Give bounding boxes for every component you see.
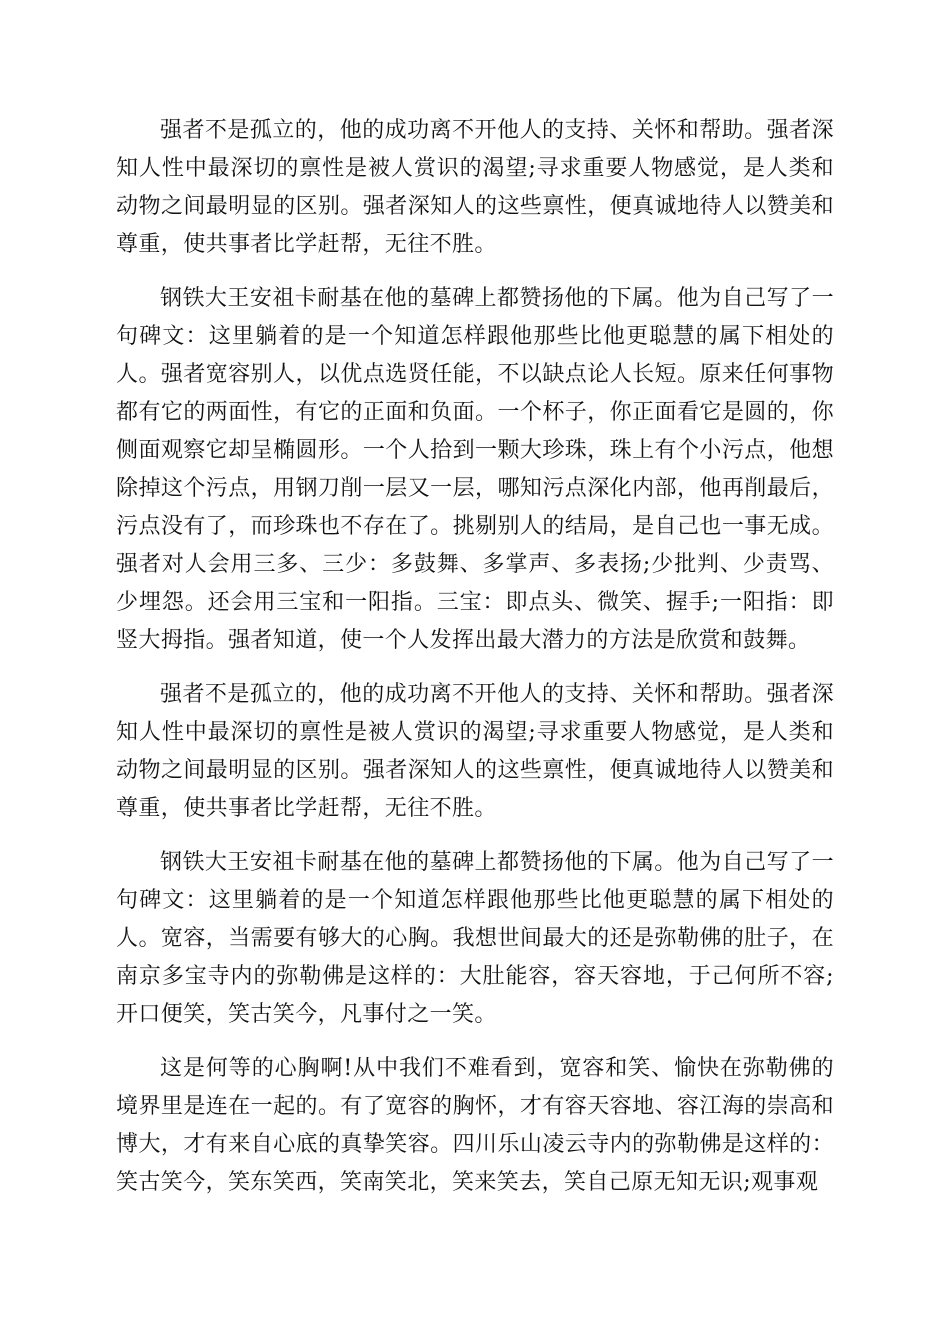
paragraph-5: 这是何等的心胸啊!从中我们不难看到，宽容和笑、愉快在弥勒佛的境界里是连在一起的。有了宽容的胸怀，才有容天容地、容江海的崇高和博大，才有来自心底的真挚笑容。四川乐山凌云寺内的弥勒佛是这样的：笑古笑今，笑东笑西，笑南笑北，笑来笑去，笑自己原无知无识;观事观 xyxy=(116,1056,834,1195)
paragraph-1: 强者不是孤立的，他的成功离不开他人的支持、关怀和帮助。强者深知人性中最深切的禀性是被人赏识的渴望;寻求重要人物感觉，是人类和动物之间最明显的区别。强者深知人的这些禀性，便真诚地待人以赞美和尊重，使共事者比学赶帮，无往不胜。 xyxy=(116,118,834,257)
paragraph-4: 钢铁大王安祖卡耐基在他的墓碑上都赞扬他的下属。他为自己写了一句碑文：这里躺着的是一个知道怎样跟他那些比他更聪慧的属下相处的人。宽容，当需要有够大的心胸。我想世间最大的还是弥勒佛的肚子，在南京多宝寺内的弥勒佛是这样的：大肚能容，容天容地，于己何所不容;开口便笑，笑古笑今，凡事付之一笑。 xyxy=(116,850,834,1027)
paragraph-3: 强者不是孤立的，他的成功离不开他人的支持、关怀和帮助。强者深知人性中最深切的禀性是被人赏识的渴望;寻求重要人物感觉，是人类和动物之间最明显的区别。强者深知人的这些禀性，便真诚地待人以赞美和尊重，使共事者比学赶帮，无往不胜。 xyxy=(116,682,834,821)
paragraph-2: 钢铁大王安祖卡耐基在他的墓碑上都赞扬他的下属。他为自己写了一句碑文：这里躺着的是一个知道怎样跟他那些比他更聪慧的属下相处的人。强者宽容别人，以优点选贤任能，不以缺点论人长短。原来任何事物都有它的两面性，有它的正面和负面。一个杯子，你正面看它是圆的，你侧面观察它却呈椭圆形。一个人拾到一颗大珍珠，珠上有个小污点，他想除掉这个污点，用钢刀削一层又一层，哪知污点深化内部，他再削最后，污点没有了，而珍珠也不存在了。挑剔别人的结局，是自己也一事无成。强者对人会用三多、三少：多鼓舞、多掌声、多表扬;少批判、少责骂、少埋怨。还会用三宝和一阳指。三宝：即点头、微笑、握手;一阳指：即竖大拇指。强者知道，使一个人发挥出最大潜力的方法是欣赏和鼓舞。 xyxy=(116,286,834,653)
document-body xyxy=(116,112,834,1218)
